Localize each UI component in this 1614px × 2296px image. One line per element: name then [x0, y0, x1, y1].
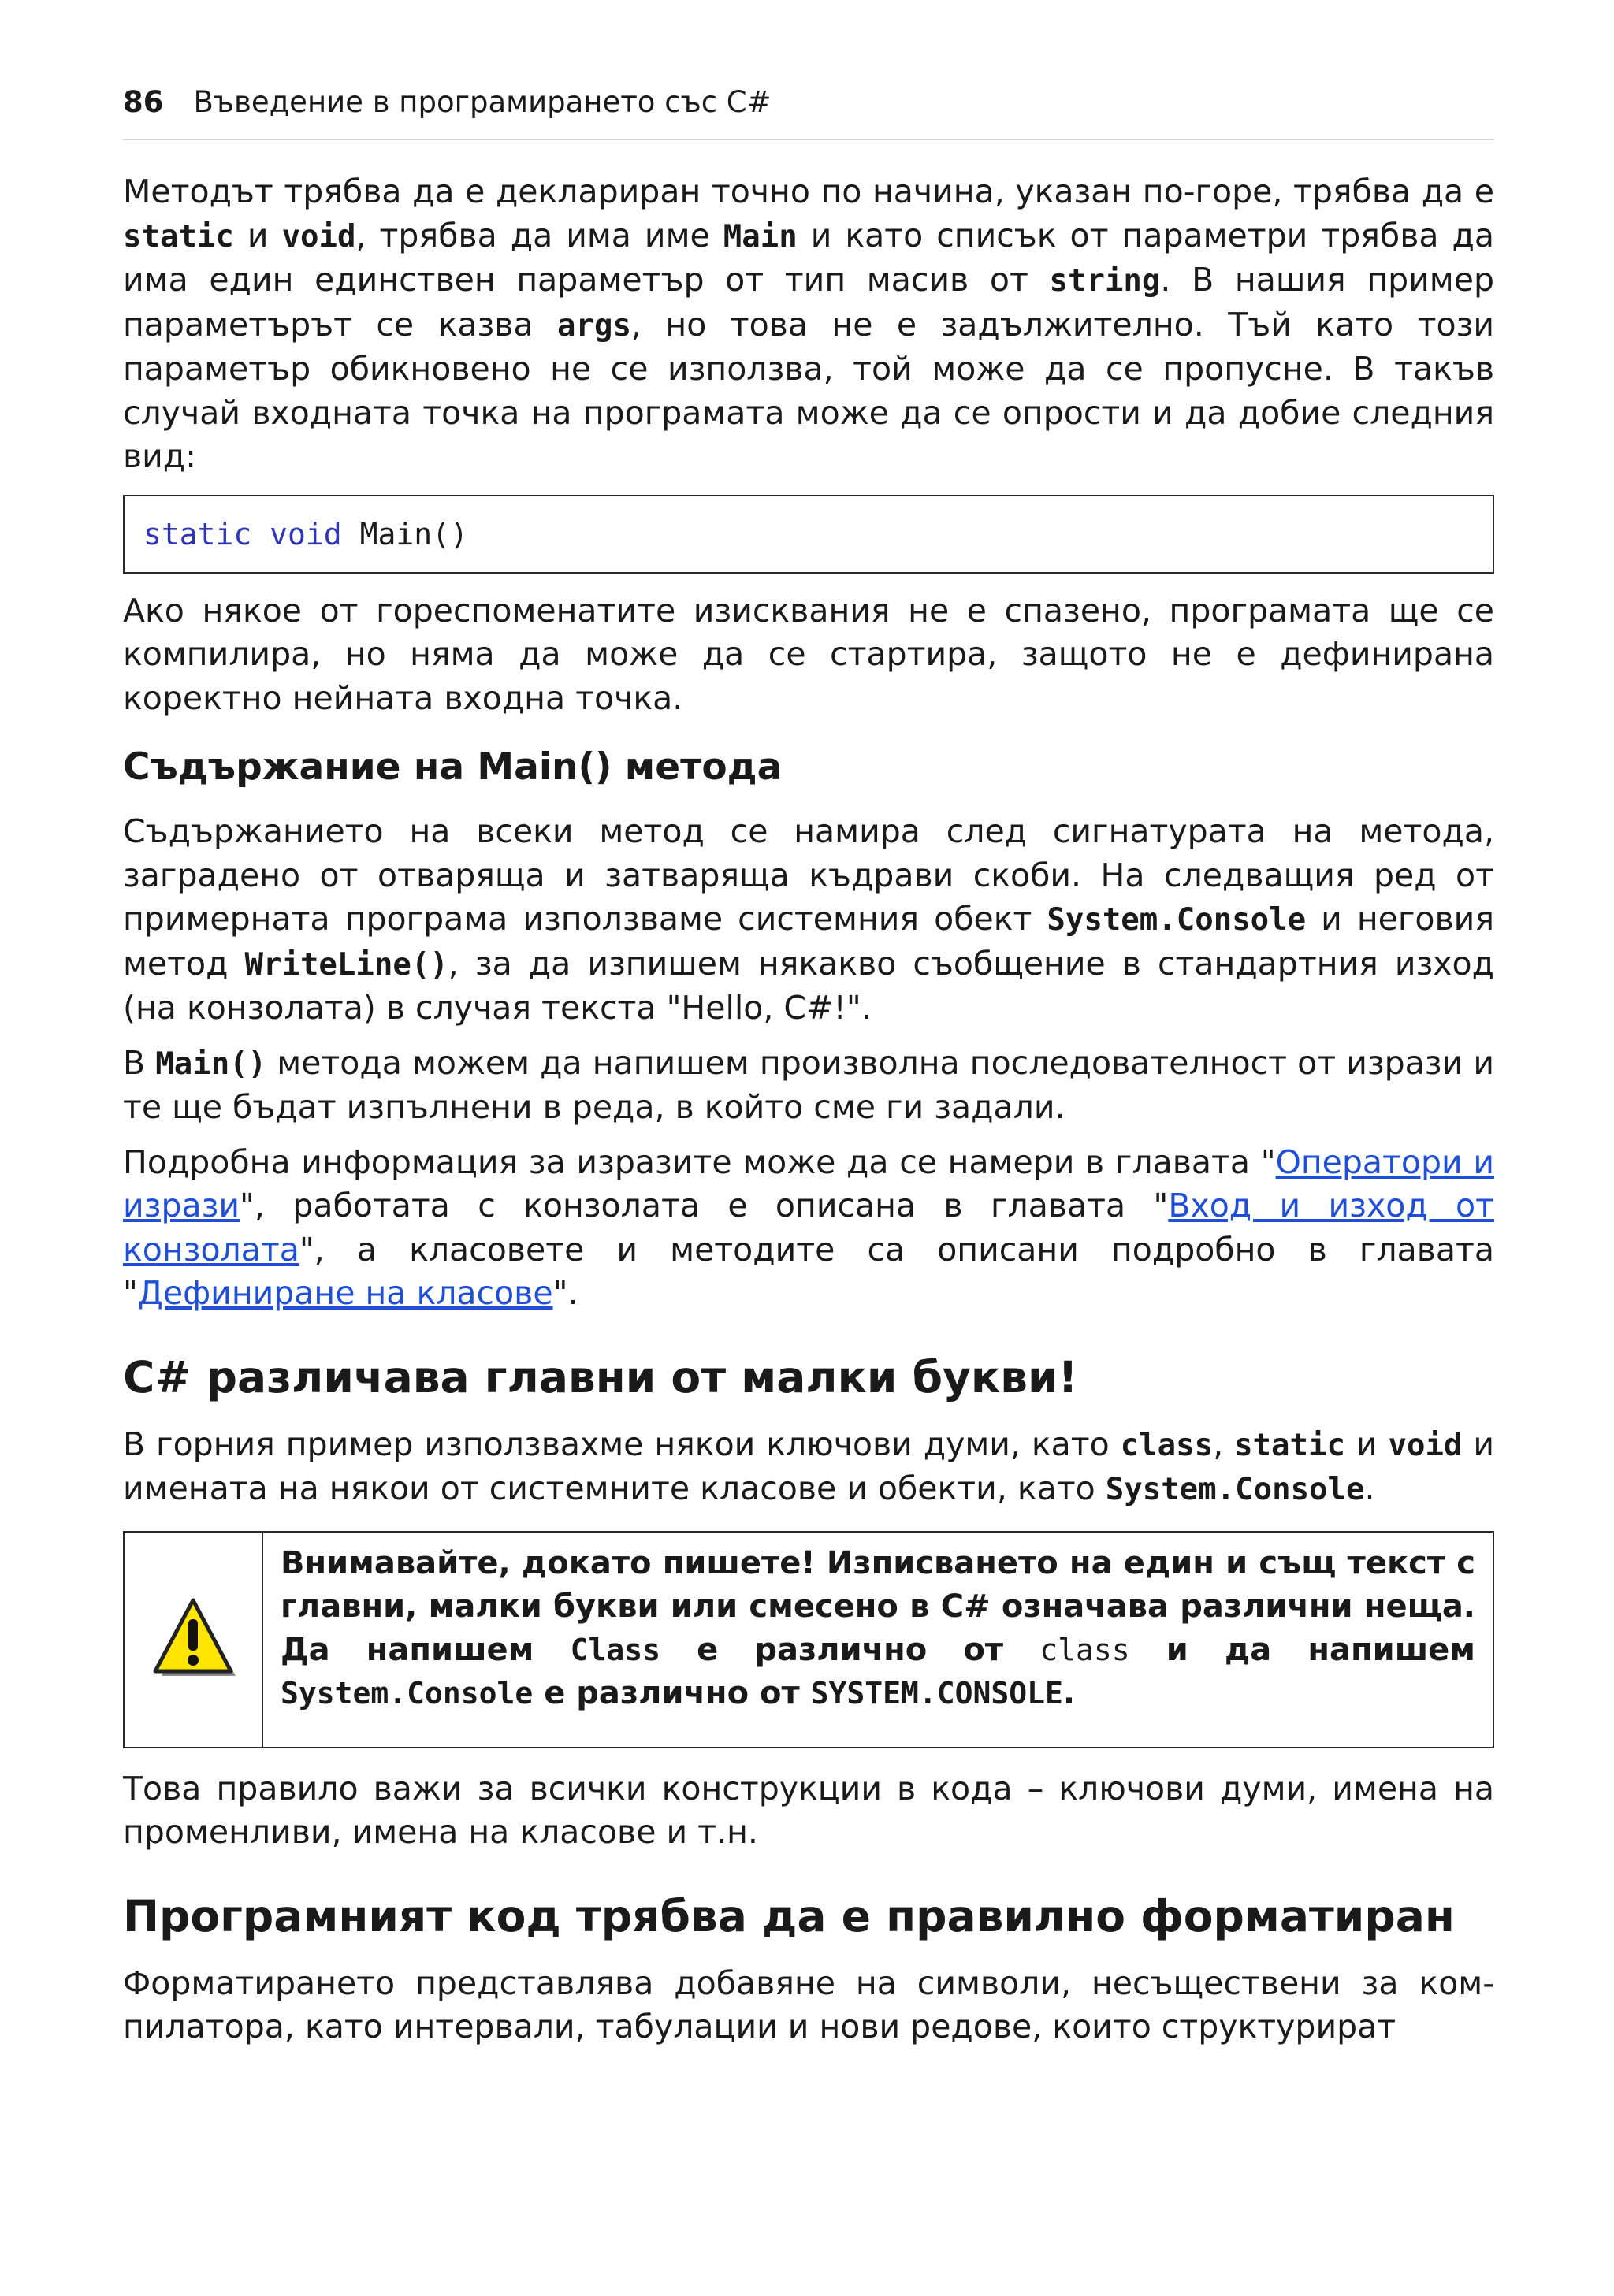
text-run: , [1213, 1425, 1235, 1463]
page-content [123, 170, 1494, 2049]
text-run: В горния пример използвахме някои ключови думи, като [123, 1425, 1121, 1463]
inline-code: void [1388, 1427, 1463, 1463]
paragraph-expressions [123, 1042, 1494, 1130]
warning-icon-cell [125, 1533, 263, 1747]
chapter-link[interactable]: Дефиниране на класове [137, 1274, 553, 1312]
warning-icon [147, 1597, 239, 1682]
page-number: 86 [123, 85, 164, 119]
inline-code: System.Console [281, 1675, 534, 1711]
text-run: е различно от [533, 1674, 811, 1711]
paragraph-rule-applies [123, 1767, 1494, 1855]
inline-code: System.Console [1105, 1472, 1365, 1507]
code-keyword-void: void [270, 516, 342, 552]
paragraph-keywords [123, 1423, 1494, 1512]
paragraph-method-body [123, 810, 1494, 1031]
inline-code: string [1049, 263, 1161, 299]
text-run: и имената на някои от системните класове и обекти, като [123, 1425, 1494, 1507]
inline-code: Main [723, 218, 798, 254]
text-run: . [1062, 1674, 1076, 1711]
paragraph-references [123, 1141, 1494, 1316]
inline-code: SYSTEM.CONSOLE [810, 1675, 1063, 1711]
text-run: . В нашия пример параметърът се казва [123, 261, 1494, 344]
paragraph-formatting [123, 1962, 1494, 2049]
inline-code: void [281, 218, 356, 254]
text-run: Подробна информация за изразите може да се намери в главата " [123, 1142, 1276, 1181]
chapter-link[interactable]: Вход и изход от конзолата [123, 1187, 1494, 1269]
inline-code: class [1120, 1427, 1214, 1463]
text-run: ", а класовете и методите са описани подробно в главата " [123, 1230, 1494, 1312]
text-run: , но това не е задължително. Тъй като този параметър обикновено не се използва, той може да се пропусне. В такъв случай входната точка на програмата може да се опрости и да добие следния вид: [123, 305, 1494, 475]
paragraph-main-signature [123, 170, 1494, 479]
running-title: Въведение в програмирането със C# [193, 85, 772, 119]
warning-box [123, 1531, 1494, 1748]
text-run: Методът трябва да е деклариран точно по начина, указан по-горе, трябва да е [123, 173, 1494, 210]
inline-code: WriteLine() [244, 946, 448, 983]
section-heading-case-sensitive: C# различава главни от малки букви! [123, 1351, 1078, 1402]
text-run: В [123, 1043, 156, 1082]
text-run: . [1364, 1469, 1375, 1507]
text-run: ". [552, 1274, 578, 1312]
text-run: Внимавайте, докато пишете! Изписването на един и същ текст с главни, малки букви или смесено в C# означава различни неща. Да напишем [281, 1544, 1475, 1668]
chapter-link[interactable]: Оператори и изрази [123, 1142, 1494, 1224]
text-run: и като списък от параметри трябва да има един единствен параметър от тип масив от [123, 216, 1494, 299]
section-heading-formatting: Програмният код трябва да е правилно форматиран [123, 1890, 1455, 1941]
inline-code: System.Console [1047, 902, 1307, 938]
code-method-main: Main() [359, 516, 468, 552]
inline-code: static [1234, 1427, 1345, 1463]
text-run: и неговия метод [123, 900, 1494, 983]
running-header [123, 84, 1494, 140]
text-run: метода можем да напишем произволна последователност от изрази и те ще бъдат изпълнени в реда, в който сме ги задали. [123, 1043, 1494, 1126]
inline-code: Main() [155, 1046, 267, 1082]
text-run: и [1344, 1425, 1389, 1463]
text-run: и [233, 216, 282, 254]
text-run: , за да изпишем някакво съобщение в стандартния изход (на конзолата) в случая текста "Hello, C#!". [123, 944, 1494, 1027]
warning-text [263, 1533, 1493, 1747]
section-heading-main-content: Съдържание на Main() метода [123, 745, 783, 789]
inline-code: Class [570, 1632, 660, 1667]
inline-code: class [1039, 1632, 1130, 1667]
text-run: Съдържанието на всеки метод се намира след сигнатурата на метода, заградено от отваряща и затваряща къдрави скоби. На следващия ред от примерната програма използваме системния обект [123, 812, 1494, 938]
inline-code: static [123, 218, 234, 254]
text-run: , трябва да има име [355, 216, 723, 254]
text-run: ", работата с конзолата е описана в главата " [240, 1187, 1169, 1224]
text-run: Това правило важи за всички конструкции в кода – ключови думи, имена на променливи, имена на класове и т.н. [123, 1769, 1494, 1851]
text-run: Ако някое от гореспоменатите изисквания не е спазено, програмата ще се компилира, но няма да може да се стартира, защото не е дефинирана коректно нейната входна точка. [123, 591, 1494, 717]
text-run: е различно от [660, 1631, 1040, 1668]
inline-code: args [557, 307, 631, 344]
text-run: Форматирането представлява добавяне на символи, несъществени за компилатора, като интервали, табулации и нови редове, които структурират [123, 1963, 1494, 2045]
code-example-box [123, 495, 1494, 574]
paragraph-entry-point [123, 589, 1494, 721]
text-run: и да напишем [1129, 1631, 1476, 1668]
code-keyword-static: static [143, 516, 252, 552]
